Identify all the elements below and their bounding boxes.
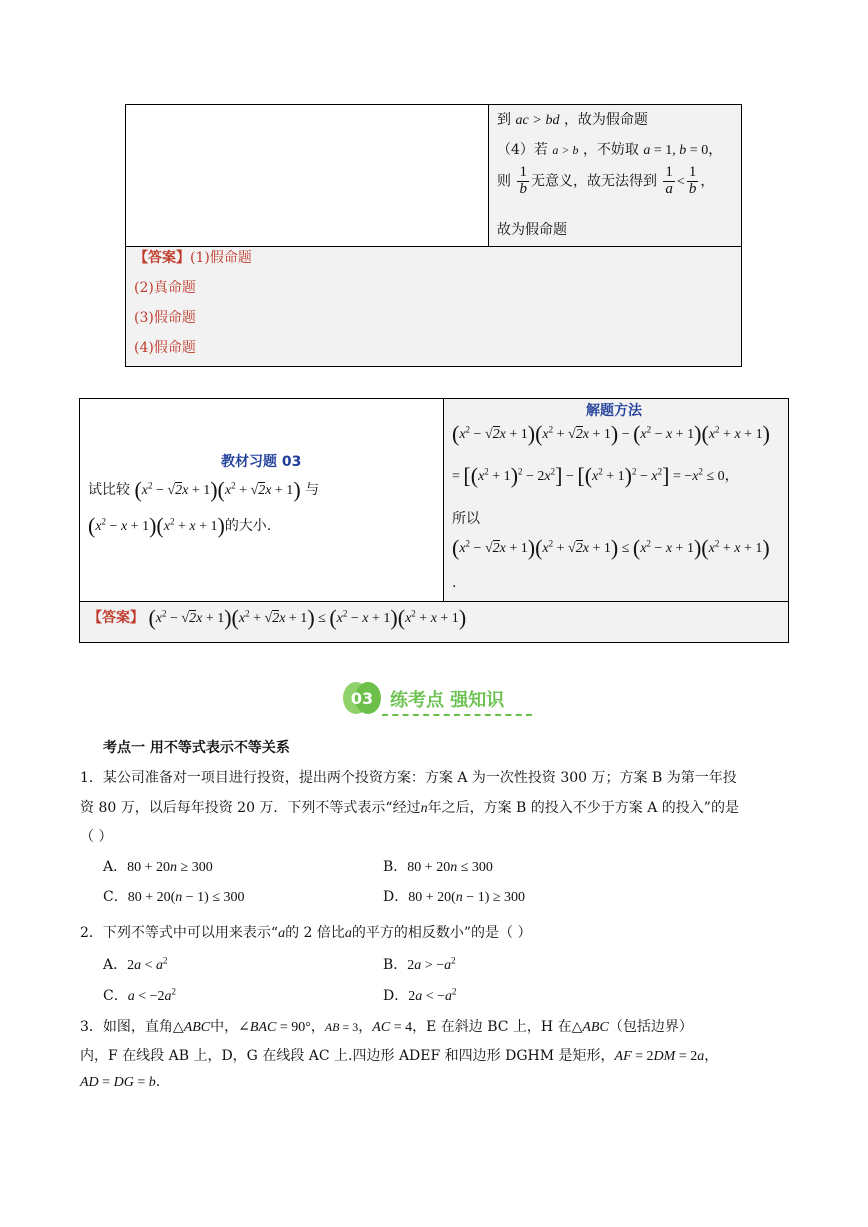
math: n [420, 801, 428, 816]
method-so: 所以 [452, 511, 480, 527]
q2-option-b: B．$2a > -a^2$ [383, 955, 456, 973]
method-title: 解题方法 [586, 403, 642, 419]
answer-line: 【答案】 $(x^2 - √2x + 1)(x^2 + √2x + 1) \le (x^2 - x + 1)(x^2 + x + 1)$ [88, 605, 467, 630]
text: ，故为假命题 [563, 112, 648, 128]
question-line-2: $(x^2 - x + 1)(x^2 + x + 1)$的大小. [88, 513, 272, 538]
table-1-empty-cell [126, 105, 489, 247]
math: a [643, 143, 651, 158]
exercise-title: 教材习题 03 [221, 454, 302, 470]
solution-line-1: 到 ac > bd ，故为假命题 [497, 112, 648, 128]
table-1-solution-cell [489, 105, 741, 247]
solution-line-3: 则 $\frac{1}{b}$ 无意义，故无法得到 $\frac{1}{a}$ < $\frac{1}{b}$ ， [497, 164, 715, 197]
topic-heading: 考点一 用不等式表示不等关系 [103, 740, 290, 756]
fraction: $\frac{1}{b}$ [688, 164, 697, 197]
fraction: $\frac{1}{b}$ [519, 164, 527, 197]
q1-option-d: D．80 + 20(n − 1) ≥ 300 [383, 889, 526, 905]
q3-line-2: 内，F 在线段 AB 上，D，G 在线段 AC 上.四边形 ADEF 和四边形 DGHM 是矩形，AF = 2DM = 2a， [80, 1048, 719, 1064]
q1-line-1: 1．某公司准备对一项目进行投资，提出两个投资方案：方案 A 为一次性投资 300 万；方案 B 为第一年投 [80, 770, 737, 786]
text: 与 [305, 482, 320, 498]
text: （包括边界） [608, 1019, 693, 1035]
fraction: $\frac{1}{a}$ [665, 164, 673, 197]
answer-line-3: (3)假命题 [134, 310, 196, 326]
table-1-answer-cell [126, 247, 741, 366]
section-header [342, 680, 542, 720]
text: ，不妨取 [582, 142, 639, 158]
table-2-question-cell [80, 399, 444, 602]
text: 内，F 在线段 AB 上，D，G 在线段 AC 上.四边形 ADEF 和四边形 DGHM 是矩形， [80, 1048, 615, 1064]
answer-line-1 [134, 247, 252, 267]
q2-option-d: D．$2a < -a^2$ [383, 986, 457, 1004]
text: ， [358, 1019, 373, 1035]
option-label: B． [383, 859, 408, 875]
q1-option-c: C．80 + 20(n − 1) ≤ 300 [103, 889, 245, 905]
q2-stem: 2．下列不等式中可以用来表示“a的 2 倍比a的平方的相反数小”的是（ ） [80, 925, 532, 941]
text: ， [310, 1019, 325, 1035]
text: 则 [497, 173, 511, 190]
section-underline [382, 714, 532, 716]
question-line-1: 试比较 $(x^2 - √2x + 1)(x^2 + √2x + 1)$ 与 [88, 477, 320, 502]
q2-option-a: A．$2a < a^2$ [103, 955, 168, 973]
table-2-method-cell [444, 399, 788, 602]
text: （4）若 [497, 142, 548, 158]
text: 的 2 倍比 [285, 925, 345, 941]
q2-option-c: C．$a < -2a^2$ [103, 986, 177, 1004]
method-period: . [452, 575, 457, 591]
option-label: D． [383, 988, 409, 1004]
section-badge-icon [342, 680, 382, 716]
text: 的平方的相反数小”的是（ ） [351, 925, 532, 941]
method-line-1: $(x^2 - √2x + 1)(x^2 + √2x + 1) - (x^2 - x + 1)(x^2 + x + 1)$ [452, 421, 770, 446]
q1-line-2 [80, 797, 739, 817]
q3-line-1: 3．如图，直角△ABC中，∠BAC = 90°，AB = 3，AC = 4，E 在斜边 BC 上，H 在△ABC（包括边界） [80, 1019, 693, 1035]
option-label: A． [103, 957, 128, 973]
text: 2．下列不等式中可以用来表示“ [80, 925, 279, 941]
table-1 [125, 104, 742, 367]
solution-line-2: （4）若 a > b ，不妨取 a = 1, b = 0， [497, 142, 723, 158]
answer-text: (1)假命题 [190, 250, 252, 266]
math: ac [515, 113, 529, 128]
text: ，E 在斜边 BC 上，H 在 [412, 1019, 572, 1035]
answer-label: 【答案】 [88, 610, 144, 626]
option-label: B． [383, 957, 408, 973]
text: 3．如图，直角 [80, 1019, 173, 1035]
section-title: 练考点 强知识 [390, 690, 505, 711]
text: 资 80 万，以后每年投资 20 万．下列不等式表示“经过 [80, 800, 421, 816]
method-line-2: = $[(x^2 + 1)^2 - 2x^2] - [(x^2 + 1)^2 - x^2] = -x^2 \le 0$， [452, 463, 739, 488]
table-2 [79, 398, 789, 643]
method-line-3: $(x^2 - √2x + 1)(x^2 + √2x + 1) \le (x^2 - x + 1)(x^2 + x + 1)$ [452, 535, 770, 560]
text: 中， [210, 1019, 239, 1035]
text: 年之后，方案 B 的投入不少于方案 A 的投入”的是 [427, 800, 739, 816]
option-label: D． [383, 889, 409, 905]
q3-line-3: AD = DG = b. [80, 1074, 161, 1090]
text: . [155, 1074, 161, 1090]
text: 到 [497, 112, 511, 128]
answer-label: 【答案】 [134, 250, 190, 266]
answer-line-4: (4)假命题 [134, 340, 196, 356]
section-badge-number: 03 [350, 689, 374, 708]
option-label: A． [103, 859, 128, 875]
text: 试比较 [88, 482, 130, 498]
q1-option-b: B．80 + 20n ≤ 300 [383, 859, 493, 875]
solution-line-4: 故为假命题 [497, 222, 567, 238]
option-label: C． [103, 889, 128, 905]
text: 的大小. [224, 518, 272, 534]
q1-line-3: （ ） [80, 829, 113, 845]
q1-option-a: A．80 + 20n ≥ 300 [103, 859, 213, 875]
option-label: C． [103, 988, 128, 1004]
math: a > b [552, 143, 579, 157]
table-2-answer-cell [80, 602, 788, 642]
text: 无意义，故无法得到 [530, 173, 657, 190]
answer-line-2: (2)真命题 [134, 280, 196, 296]
